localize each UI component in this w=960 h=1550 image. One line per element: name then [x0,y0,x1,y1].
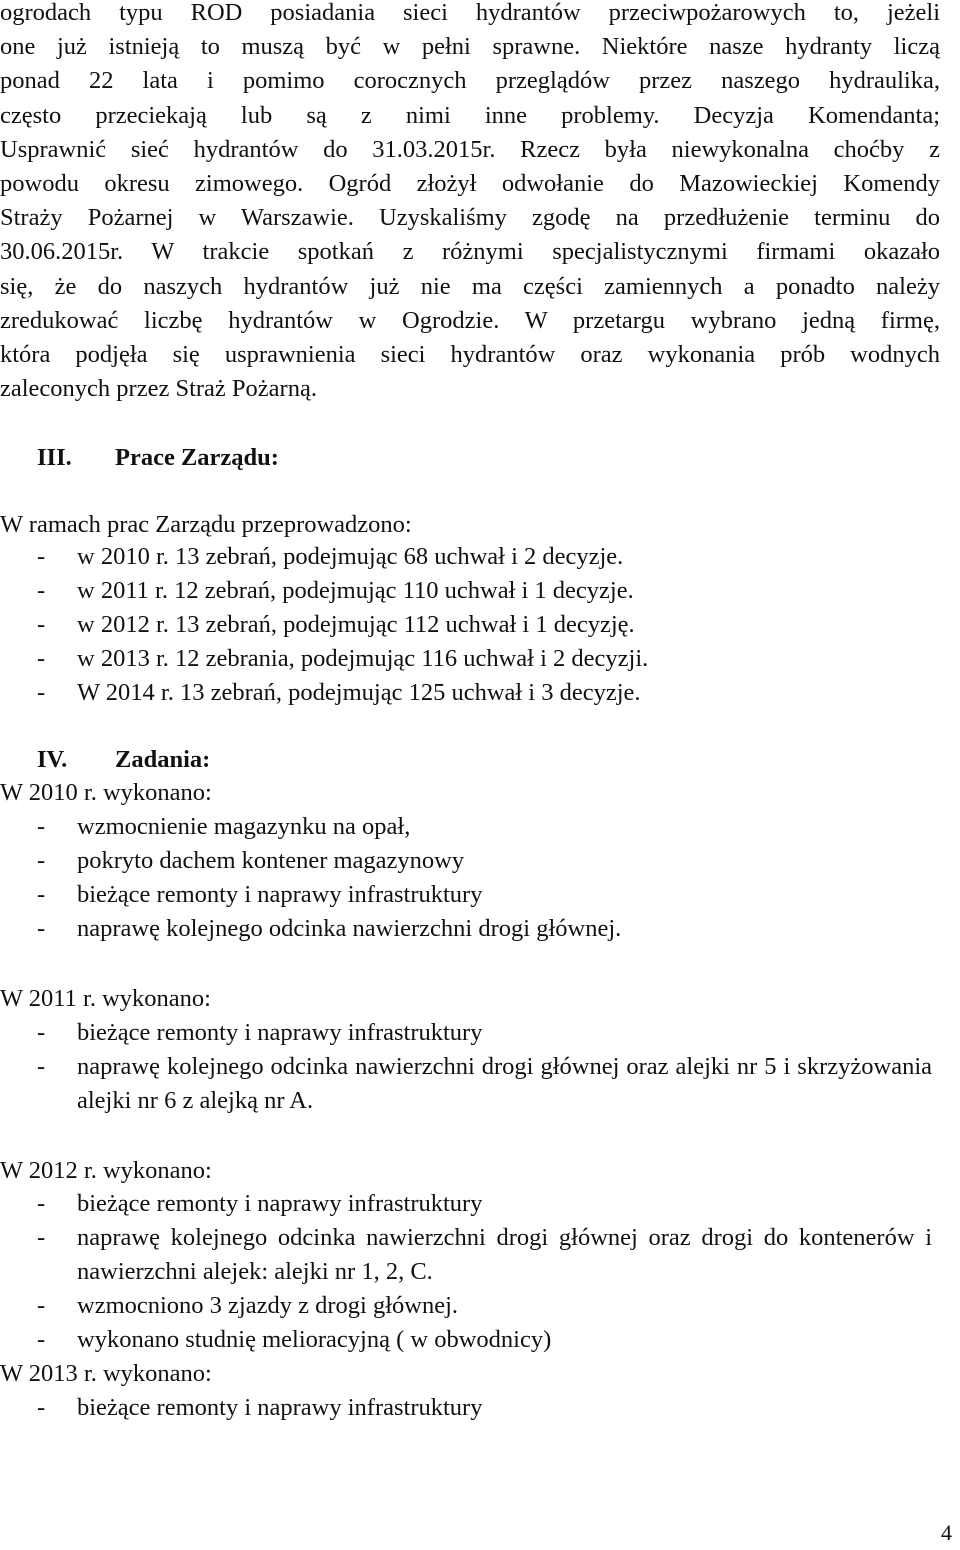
list-item-text: bieżące remonty i naprawy infrastruktury [77,1394,483,1421]
list-item-text: naprawę kolejnego odcinka nawierzchni drogi głównej oraz drogi do kontenerów i nawierzchni alejek: alejki nr 1, 2, C. [77,1224,932,1285]
list-item [37,1323,551,1357]
year-2010-label: W 2010 r. wykonano: [0,779,212,806]
paragraph-line: która podjęła się usprawnienia sieci hydrantów oraz wykonania prób wodnych [0,341,940,369]
list-item [37,574,634,608]
list-item-text: bieżące remonty i naprawy infrastruktury [77,1190,483,1217]
paragraph-line: często przeciekają lub są z nimi inne problemy. Decyzja Komendanta; [0,101,940,129]
list-item [37,844,464,878]
paragraph-line: powodu okresu zimowego. Ogród złożył odwołanie do Mazowieckiej Komendy [0,170,940,198]
list-dash: - [37,813,46,840]
list-dash: - [37,915,46,942]
paragraph-line: ogrodach typu ROD posiadania sieci hydrantów przeciwpożarowych to, jeżeli [0,0,940,26]
list-item [37,676,641,710]
list-dash: - [37,543,46,570]
section-number: IV. [37,746,68,773]
list-item-text: w 2012 r. 13 zebrań, podejmując 112 uchwał i 1 decyzję. [77,611,635,638]
section-number: III. [37,444,72,471]
list-item [37,912,621,946]
list-dash: - [37,1394,46,1421]
paragraph-line: Usprawnić sieć hydrantów do 31.03.2015r. Rzecz była niewykonalna choćby z [0,135,940,163]
list-item-text: wykonano studnię melioracyjną ( w obwodnicy) [77,1326,552,1353]
list-item [37,1391,482,1425]
intro-paragraph [0,0,940,406]
list-item-text: w 2010 r. 13 zebrań, podejmując 68 uchwał i 2 decyzje. [77,543,624,570]
list-item-text: pokryto dachem kontener magazynowy [77,847,465,874]
list-dash: - [37,1292,46,1319]
paragraph-line: zaleconych przez Straż Pożarną. [0,375,317,403]
list-dash: - [37,611,46,638]
list-dash: - [37,577,46,604]
list-item-text: wzmocnienie magazynku na opał, [77,813,411,840]
list-item [37,1187,482,1221]
list-item [37,540,623,574]
section-title: Zadania: [115,746,211,773]
list-item-text: W 2014 r. 13 zebrań, podejmując 125 uchwał i 3 decyzje. [77,679,641,706]
list-item-text: naprawę kolejnego odcinka nawierzchni drogi głównej oraz alejki nr 5 i skrzyżowania alejki nr 6 z alejką nr A. [77,1053,932,1114]
year-2012-label: W 2012 r. wykonano: [0,1157,212,1184]
list-item-text: w 2013 r. 12 zebrania, podejmując 116 uchwał i 2 decyzji. [77,645,649,672]
section3-intro: W ramach prac Zarządu przeprowadzono: [0,511,412,538]
list-item-text: w 2011 r. 12 zebrań, podejmując 110 uchwał i 1 decyzje. [77,577,634,604]
list-item [37,608,635,642]
section-title: Prace Zarządu: [115,444,279,471]
year-2011-label: W 2011 r. wykonano: [0,985,211,1012]
list-dash: - [37,1326,46,1353]
list-dash: - [37,1190,46,1217]
list-item [37,878,482,912]
list-item [37,1016,482,1050]
list-dash: - [37,881,46,908]
list-item-text: naprawę kolejnego odcinka nawierzchni drogi głównej. [77,915,622,942]
list-dash: - [37,1019,46,1046]
list-item-text: bieżące remonty i naprawy infrastruktury [77,1019,483,1046]
paragraph-line: 30.06.2015r. W trakcie spotkań z różnymi specjalistycznymi firmami okazało [0,238,940,266]
list-item [37,810,410,844]
paragraph-line: zredukować liczbę hydrantów w Ogrodzie. W przetargu wybrano jedną firmę, [0,306,940,334]
list-item [37,1221,932,1289]
list-item-text: wzmocniono 3 zjazdy z drogi głównej. [77,1292,459,1319]
list-item-text: bieżące remonty i naprawy infrastruktury [77,881,483,908]
list-dash: - [37,679,46,706]
list-item [37,642,648,676]
section-heading-3 [37,441,279,475]
list-dash: - [37,1224,46,1251]
paragraph-line: Straży Pożarnej w Warszawie. Uzyskaliśmy zgodę na przedłużenie terminu do [0,204,940,232]
paragraph-line: one już istnieją to muszą być w pełni sprawne. Niektóre nasze hydranty liczą [0,33,940,61]
page-number: 4 [941,1520,952,1545]
list-dash: - [37,1053,46,1080]
list-dash: - [37,847,46,874]
list-dash: - [37,645,46,672]
section-heading-4 [37,743,210,777]
paragraph-line: się, że do naszych hydrantów już nie ma części zamiennych a ponadto należy [0,272,940,300]
year-2013-label: W 2013 r. wykonano: [0,1360,212,1387]
list-item [37,1289,458,1323]
paragraph-line: ponad 22 lata i pomimo corocznych przeglądów przez naszego hydraulika, [0,67,940,95]
list-item [37,1050,932,1118]
